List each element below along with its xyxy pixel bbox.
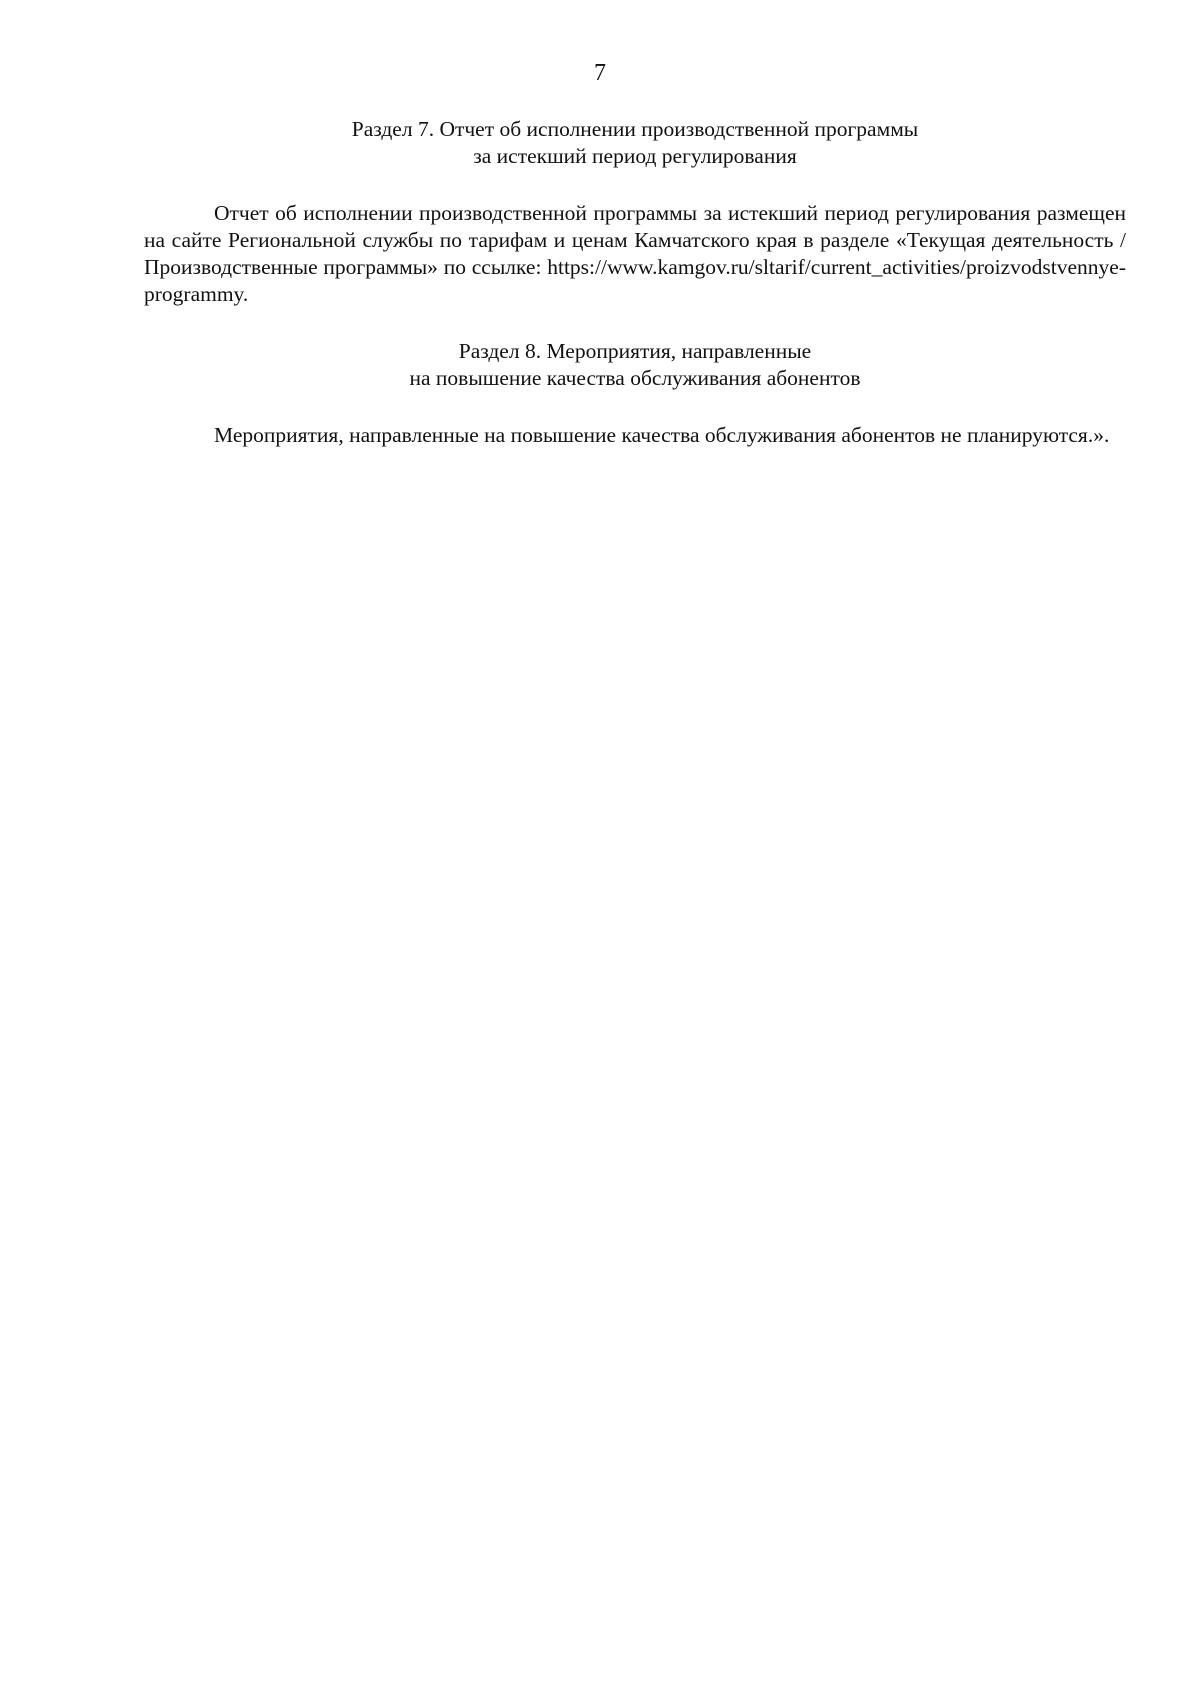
page-number: 7	[594, 60, 606, 86]
section-8-heading	[144, 338, 1126, 392]
section-8-heading-line-2: на повышение качества обслуживания абонентов	[409, 366, 861, 390]
spacer	[144, 170, 1126, 200]
spacer	[144, 392, 1126, 422]
section-7-heading-line-1: Раздел 7. Отчет об исполнении производственной программы	[351, 117, 919, 141]
page-content	[144, 116, 1126, 449]
section-7-heading	[144, 116, 1126, 170]
section-8-heading-line-1: Раздел 8. Мероприятия, направленные	[458, 339, 812, 363]
section-7-heading-line-2: за истекший период регулирования	[473, 144, 797, 168]
section-8-paragraph: Мероприятия, направленные на повышение качества обслуживания абонентов не планируются.».	[214, 423, 1110, 447]
section-7-paragraph: Отчет об исполнении производственной программы за истекший период регулирования размещен на сайте Региональной службы по тарифам и ценам Камчатского края в разделе «Текущая деятельность / Производственные программы» по ссылке: https://www.kamgov.ru/sltarif/current_activities/proizvodstvennye-programmy.	[144, 201, 1126, 306]
spacer	[144, 308, 1126, 338]
